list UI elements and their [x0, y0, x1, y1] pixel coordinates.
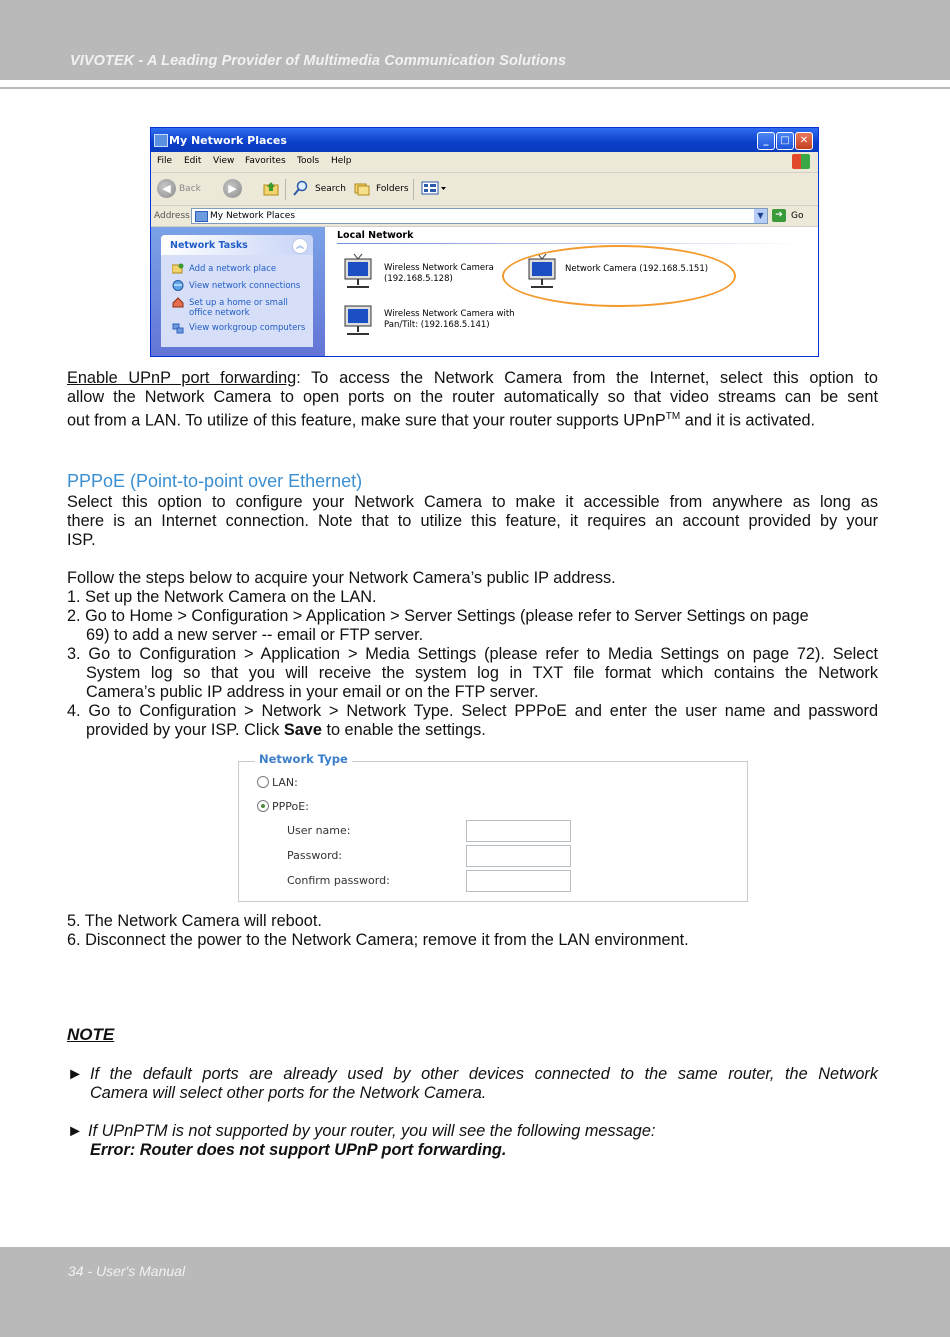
- task-add-network-place[interactable]: Add a network place: [189, 264, 277, 274]
- note-title: NOTE: [67, 1025, 115, 1044]
- error-message: Error: Router does not support UPnP port forwarding.: [90, 1141, 507, 1159]
- tm-superscript: TM: [665, 411, 681, 422]
- network-type-legend: Network Type: [255, 752, 352, 766]
- password-input[interactable]: [466, 845, 571, 867]
- page-number: 34 - User's Manual: [68, 1263, 186, 1279]
- task-panel-header: [161, 235, 313, 255]
- step-4-text-end: to enable the settings.: [321, 721, 486, 739]
- upnp-line3: out from a LAN. To utilize of this feature, make sure that your router supports UPnP: [67, 411, 666, 430]
- back-arrow-icon[interactable]: ◀: [157, 179, 176, 198]
- save-keyword: Save: [283, 721, 322, 739]
- network-tasks-panel: [161, 235, 313, 347]
- explorer-titlebar: [151, 128, 818, 152]
- toolbar-separator: [285, 179, 286, 200]
- pppoe-intro: [67, 493, 878, 550]
- highlight-oval: [502, 245, 736, 307]
- upnp-paragraph: [67, 369, 878, 430]
- task-setup-home-network[interactable]: Set up a home or small: [189, 298, 288, 308]
- collapse-chevron-icon[interactable]: ︽: [292, 238, 308, 254]
- menu-bar: [151, 152, 818, 173]
- toolbar-separator: [413, 179, 414, 200]
- menu-tools[interactable]: Tools: [297, 156, 320, 166]
- username-input[interactable]: [466, 820, 571, 842]
- address-field[interactable]: [191, 208, 768, 224]
- device-2-ip[interactable]: Pan/Tilt: (192.168.5.141): [384, 320, 490, 330]
- confirm-password-input[interactable]: [466, 870, 571, 892]
- up-folder-icon[interactable]: [263, 180, 279, 196]
- step-3-line2: System log so that you will receive the system log in TXT file format which contains the Network: [86, 664, 878, 682]
- menu-help[interactable]: Help: [331, 156, 352, 166]
- device-2-name[interactable]: Wireless Network Camera with: [384, 309, 515, 319]
- minimize-icon[interactable]: _: [757, 132, 775, 150]
- step-4-line1: 4. Go to Configuration > Network > Network Type. Select PPPoE and enter the user name and password: [67, 702, 878, 720]
- network-camera-icon[interactable]: [341, 253, 375, 291]
- username-label: User name:: [287, 824, 351, 837]
- step-2-line1: 2. Go to Home > Configuration > Application > Server Settings (please refer to Server Settings on page: [67, 607, 809, 625]
- header-rule: [0, 87, 950, 89]
- step-6: 6. Disconnect the power to the Network Camera; remove it from the LAN environment.: [67, 931, 689, 949]
- confirm-password-label: Confirm password:: [287, 874, 390, 887]
- upnp-line1: : To access the Network Camera from the Internet, select this option to: [296, 369, 878, 387]
- task-view-workgroup[interactable]: View workgroup computers: [189, 323, 306, 333]
- note-item-2-line1: If UPnPTM is not supported by your router, you will see the following message:: [88, 1122, 656, 1140]
- tasks-title: Network Tasks: [170, 240, 248, 251]
- explorer-title: My Network Places: [169, 134, 287, 147]
- chevron-down-icon[interactable]: ▼: [754, 209, 767, 223]
- pppoe-heading: PPPoE (Point-to-point over Ethernet): [67, 471, 363, 491]
- address-value: My Network Places: [210, 211, 296, 221]
- step-5: 5. The Network Camera will reboot.: [67, 912, 322, 930]
- views-icon[interactable]: [421, 180, 447, 196]
- task-sidebar: [151, 227, 325, 356]
- step-3-line3: Camera’s public IP address in your email or on the FTP server.: [86, 683, 539, 701]
- network-places-icon: [195, 211, 208, 222]
- search-icon[interactable]: [293, 180, 309, 196]
- step-4-line2: [86, 721, 486, 740]
- go-arrow-icon[interactable]: ➔: [772, 209, 786, 222]
- network-connections-icon: [172, 280, 184, 291]
- windows-logo-icon: [792, 154, 810, 169]
- bullet-icon: ►: [67, 1065, 84, 1083]
- step-1: 1. Set up the Network Camera on the LAN.: [67, 588, 377, 606]
- device-3-name[interactable]: Network Camera (192.168.5.151): [565, 264, 709, 274]
- address-bar: [151, 206, 818, 227]
- note-item-1-line1: If the default ports are already used by other devices connected to the same router, the Network: [90, 1065, 878, 1083]
- steps-intro: Follow the steps below to acquire your Network Camera’s public IP address.: [67, 569, 616, 587]
- go-label[interactable]: Go: [791, 211, 804, 221]
- toolbar: [151, 173, 818, 206]
- task-setup-home-network-line2[interactable]: office network: [189, 308, 250, 318]
- forward-arrow-icon[interactable]: ▶: [223, 179, 242, 198]
- add-network-place-icon: [172, 263, 184, 274]
- pppoe-label: PPPoE:: [272, 800, 309, 813]
- pppoe-intro-line3: ISP.: [67, 531, 96, 549]
- header-title: VIVOTEK - A Leading Provider of Multimedia Communication Solutions: [70, 53, 567, 69]
- address-label: Address: [154, 211, 190, 221]
- workgroup-computers-icon: [172, 323, 184, 334]
- device-1-name[interactable]: Wireless Network Camera: [384, 263, 494, 273]
- bullet-icon: ►: [67, 1122, 84, 1140]
- network-places-icon: [154, 134, 168, 147]
- upnp-line2: allow the Network Camera to open ports on the router automatically so that video streams can be sent: [67, 388, 878, 406]
- note-item-1-line2: Camera will select other ports for the Network Camera.: [90, 1084, 487, 1102]
- search-label[interactable]: Search: [315, 184, 346, 194]
- upnp-line3-end: and it is activated.: [680, 411, 816, 430]
- network-type-panel: [238, 752, 748, 901]
- step-4-text: provided by your ISP. Click: [86, 721, 284, 739]
- pppoe-intro-line2: there is an Internet connection. Note that to utilize this feature, it requires an account provided by your: [67, 512, 878, 530]
- menu-view[interactable]: View: [213, 156, 235, 166]
- section-rule: [337, 243, 807, 244]
- pppoe-radio[interactable]: [257, 800, 269, 812]
- device-1-ip[interactable]: (192.168.5.128): [384, 274, 453, 284]
- step-2-line2: 69) to add a new server -- email or FTP server.: [86, 626, 424, 644]
- step-3-line1: 3. Go to Configuration > Application > Media Settings (please refer to Media Settings on page 72). Select: [67, 645, 878, 663]
- password-label: Password:: [287, 849, 343, 862]
- upnp-term: Enable UPnP port forwarding: [67, 369, 297, 387]
- explorer-window: [150, 127, 819, 357]
- lan-label: LAN:: [272, 776, 298, 789]
- maximize-icon[interactable]: □: [776, 132, 794, 150]
- pppoe-intro-line1: Select this option to configure your Network Camera to make it accessible from anywhere as long as: [67, 493, 878, 511]
- task-view-network-connections[interactable]: View network connections: [189, 281, 301, 291]
- footer-band: [0, 1247, 950, 1337]
- back-label[interactable]: Back: [179, 184, 201, 194]
- menu-file[interactable]: File: [157, 156, 173, 166]
- menu-favorites[interactable]: Favorites: [245, 156, 286, 166]
- menu-edit[interactable]: Edit: [184, 156, 202, 166]
- home-network-icon: [172, 297, 184, 308]
- network-camera-icon[interactable]: [341, 300, 375, 338]
- lan-radio[interactable]: [257, 776, 269, 788]
- local-network-title: Local Network: [337, 230, 414, 241]
- folders-icon[interactable]: [354, 180, 370, 196]
- folders-label[interactable]: Folders: [376, 184, 409, 194]
- close-icon[interactable]: ✕: [795, 132, 813, 150]
